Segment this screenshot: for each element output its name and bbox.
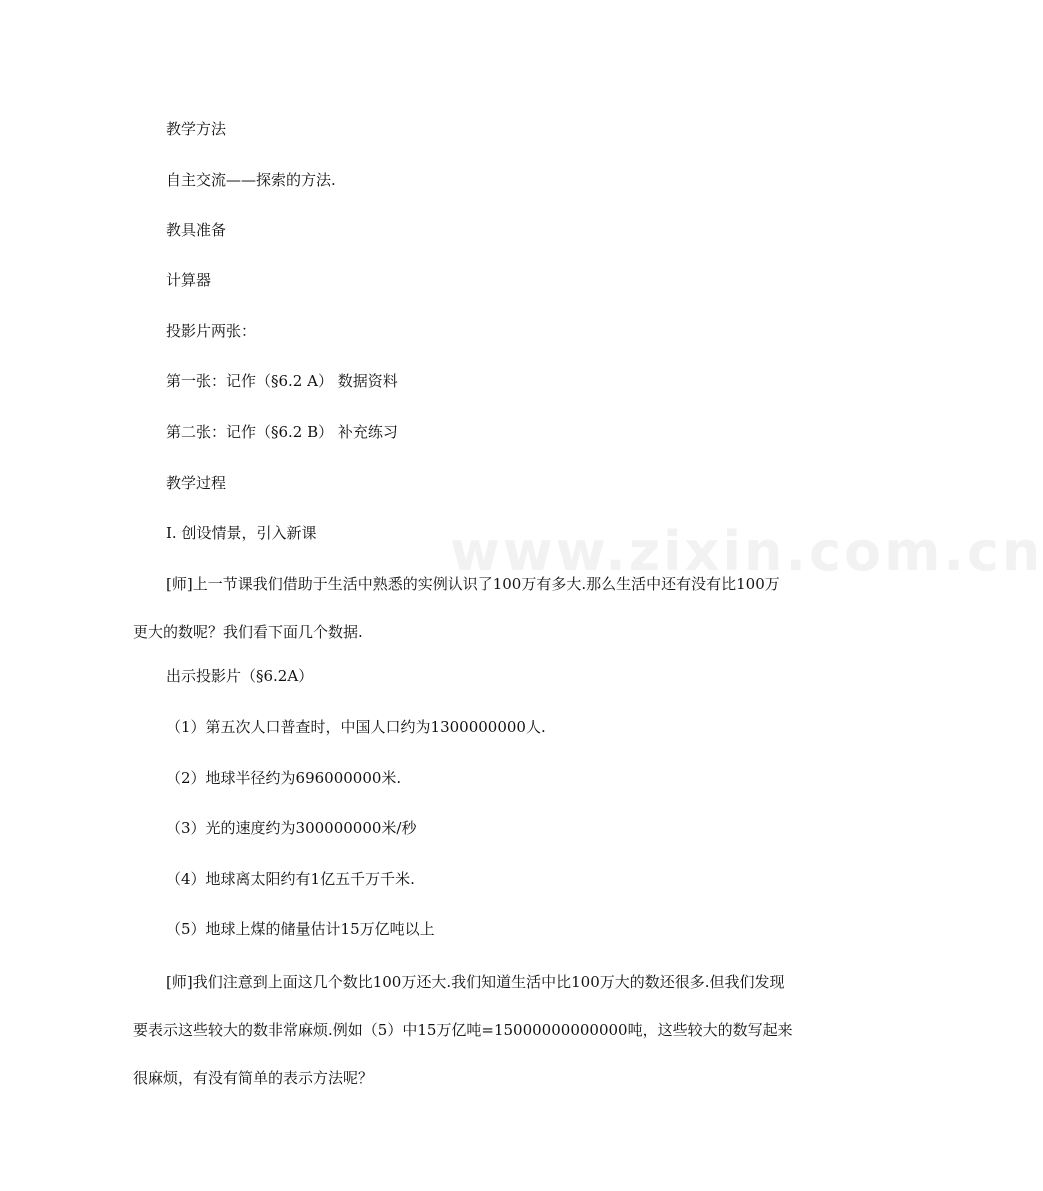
list-item-4: （4）地球离太阳约有1亿五千万千米.	[166, 870, 415, 888]
text-calculator: 计算器	[166, 271, 212, 289]
text-show-slide: 出示投影片（§6.2A）	[166, 667, 314, 685]
list-item-1: （1）第五次人口普查时，中国人口约为1300000000人.	[166, 718, 546, 736]
text-two-slides: 投影片两张：	[166, 322, 257, 340]
list-item-5: （5）地球上煤的储量估计15万亿吨以上	[166, 920, 435, 938]
text-slide-two: 第二张：记作（§6.2 B） 补充练习	[166, 423, 398, 441]
text-method-description: 自主交流——探索的方法.	[166, 171, 336, 189]
paragraph-teacher-question: [师]我们注意到上面这几个数比100万还大.我们知道生活中比100万大的数还很多.但我们发现要表示这些较大的数非常麻烦.例如（5）中15万亿吨=15000000000000吨，这些较大的数写起来很麻烦，有没有简单的表示方法呢？	[133, 973, 793, 1087]
heading-teaching-process: 教学过程	[166, 474, 227, 492]
heading-teaching-method: 教学方法	[166, 120, 227, 138]
list-item-3: （3）光的速度约为300000000米/秒	[166, 819, 417, 837]
section-heading-intro: Ⅰ. 创设情景，引入新课	[166, 524, 317, 542]
heading-teaching-aids: 教具准备	[166, 221, 227, 239]
paragraph-teacher-intro: [师]上一节课我们借助于生活中熟悉的实例认识了100万有多大.那么生活中还有没有比100万更大的数呢？我们看下面几个数据.	[133, 575, 780, 641]
list-item-2: （2）地球半径约为696000000米.	[166, 769, 402, 787]
watermark: www.zixin.com.cn	[450, 520, 1043, 583]
text-slide-one: 第一张：记作（§6.2 A） 数据资料	[166, 372, 398, 390]
